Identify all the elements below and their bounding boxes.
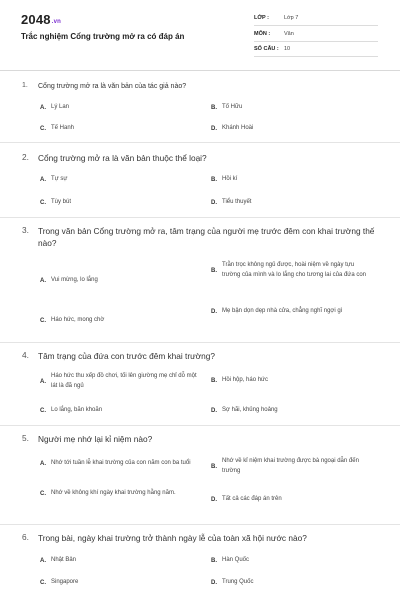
answer-option[interactable] (211, 495, 381, 505)
answer-option[interactable] (211, 307, 371, 317)
answer-letter: B. (211, 176, 217, 183)
answer-text: Tất cả các đáp án trên (222, 496, 282, 502)
question-body: Cổng trường mở ra là văn bản của tác giả nào? (38, 83, 187, 90)
answer-option[interactable] (40, 124, 195, 134)
question-text (22, 350, 382, 362)
answer-letter: A. (40, 176, 46, 183)
question-number: 5. (22, 433, 29, 443)
answer-option[interactable] (211, 103, 381, 113)
answer-text: Singapore (51, 579, 79, 585)
question-body: Người mẹ nhớ lại kỉ niệm nào? (38, 434, 153, 444)
answer-letter: B. (211, 267, 217, 274)
answer-option[interactable] (211, 376, 381, 386)
page-header (0, 0, 400, 66)
answer-letter: C. (40, 318, 46, 324)
answer-option[interactable] (211, 556, 381, 566)
answer-letter: D. (211, 407, 217, 414)
answer-text: Háo hức, mong chờ (51, 317, 105, 324)
answer-letter: B. (211, 463, 217, 470)
answer-letter: B. (211, 377, 217, 384)
header-divider (0, 70, 400, 71)
meta-row-grade (254, 14, 378, 26)
answer-option[interactable] (211, 578, 381, 588)
answer-text: Tùy bút (51, 199, 72, 205)
question-text (22, 225, 382, 250)
answer-text: Lo lắng, băn khoăn (51, 407, 103, 413)
answer-letter: C. (40, 490, 46, 497)
question-number: 2. (22, 152, 29, 162)
answer-text: Tố Hữu (222, 104, 243, 110)
meta-label-subject: MÔN : (254, 31, 271, 37)
meta-value-subject: Văn (284, 31, 294, 37)
question-text (22, 82, 382, 93)
answer-option[interactable] (40, 372, 200, 391)
answer-text: Trằn trọc không ngủ được, hoài niệm về ngày tựu trường của mình và lo lắng cho tương lai của đứa con (222, 262, 366, 278)
answer-option[interactable] (40, 556, 195, 566)
meta-row-count (254, 45, 378, 57)
answer-text: Hồi hộp, háo hức (222, 377, 269, 383)
answer-option[interactable] (40, 198, 195, 208)
question-number: 1. (22, 82, 28, 89)
question-text (22, 152, 382, 164)
answer-option[interactable] (40, 578, 195, 588)
answer-letter: D. (211, 579, 217, 586)
answer-option[interactable] (40, 175, 195, 185)
answer-text: Hồi kí (222, 176, 238, 182)
answer-option[interactable] (40, 406, 195, 416)
answer-letter: A. (40, 278, 46, 284)
answer-text: Nhớ về kỉ niệm khai trường được bà ngoại dẫn đến trường (222, 458, 359, 474)
answer-letter: B. (211, 557, 217, 564)
answer-text: Háo hức thu xếp đồ chơi, tối lên giường mẹ chỉ dỗ một lát là đã ngủ (51, 373, 197, 389)
question-divider (0, 342, 400, 343)
question-number: 6. (22, 532, 29, 542)
answer-text: Vui mừng, lo lắng (51, 277, 98, 284)
answer-letter: C. (40, 407, 46, 414)
question-number: 4. (22, 350, 29, 360)
meta-label-grade: LỚP : (254, 15, 269, 21)
logo-tld: .vn (51, 19, 62, 25)
answer-text: Nhật Bản (51, 557, 77, 563)
question-text (22, 532, 382, 544)
answer-letter: C. (40, 199, 46, 206)
answer-option[interactable] (211, 175, 381, 185)
answer-letter: D. (211, 199, 217, 206)
answer-option[interactable] (211, 457, 376, 476)
answer-letter: A. (40, 460, 46, 467)
answer-letter: C. (40, 125, 46, 132)
answer-letter: A. (40, 104, 46, 111)
answer-option[interactable] (211, 124, 381, 134)
question-divider (0, 425, 400, 426)
question-body: Tâm trạng của đứa con trước đêm khai trường? (38, 351, 215, 361)
answer-text: Sợ hãi, khủng hoảng (222, 407, 278, 413)
answer-option[interactable] (40, 459, 200, 469)
answer-text: Trung Quốc (222, 579, 254, 585)
answer-letter: D. (211, 496, 217, 503)
question-divider (0, 142, 400, 143)
answer-option[interactable] (40, 271, 195, 291)
answer-letter: C. (40, 579, 46, 586)
answer-text: Tự sự (51, 176, 68, 182)
question-body: Trong văn bản Cổng trường mở ra, tâm trạng của người mẹ trước đêm con khai trường thế nào? (38, 226, 375, 249)
answer-option[interactable] (211, 198, 381, 208)
meta-label-count: SỐ CÂU : (254, 46, 279, 52)
site-logo[interactable] (21, 12, 61, 27)
answer-letter: B. (211, 104, 217, 111)
question-divider (0, 524, 400, 525)
question-text (22, 433, 382, 445)
answer-option[interactable] (211, 261, 371, 280)
question-body: Trong bài, ngày khai trường trở thành ngày lễ của toàn xã hội nước nào? (38, 533, 307, 543)
answer-text: Mẹ bận dọn dẹp nhà cửa, chẳng nghĩ ngợi gì (222, 308, 343, 314)
answer-text: Tiểu thuyết (222, 199, 252, 205)
answer-text: Khánh Hoài (222, 125, 254, 131)
answer-text: Nhớ về không khí ngày khai trường hằng năm. (51, 490, 176, 496)
answer-letter: A. (40, 378, 46, 385)
question-number: 3. (22, 225, 29, 235)
question-divider (0, 217, 400, 218)
meta-row-subject (254, 30, 378, 42)
answer-option[interactable] (40, 311, 195, 331)
meta-value-count: 10 (284, 46, 291, 52)
answer-option[interactable] (40, 103, 195, 113)
answer-text: Hàn Quốc (222, 557, 250, 563)
answer-option[interactable] (211, 406, 381, 416)
quiz-title: Trắc nghiệm Cổng trường mở ra có đáp án (21, 32, 185, 41)
answer-letter: D. (211, 308, 217, 315)
answer-letter: D. (211, 125, 217, 132)
meta-value-grade: Lớp 7 (284, 15, 299, 21)
question-body: Cổng trường mở ra là văn bản thuộc thể loại? (38, 153, 207, 163)
answer-text: Tế Hanh (51, 125, 75, 131)
logo-main: 2048 (21, 12, 51, 27)
answer-text: Nhớ tới tuần lễ khai trường của con năm con ba tuổi (51, 460, 191, 466)
answer-text: Lý Lan (51, 104, 70, 110)
answer-option[interactable] (40, 489, 200, 499)
answer-letter: A. (40, 557, 46, 564)
